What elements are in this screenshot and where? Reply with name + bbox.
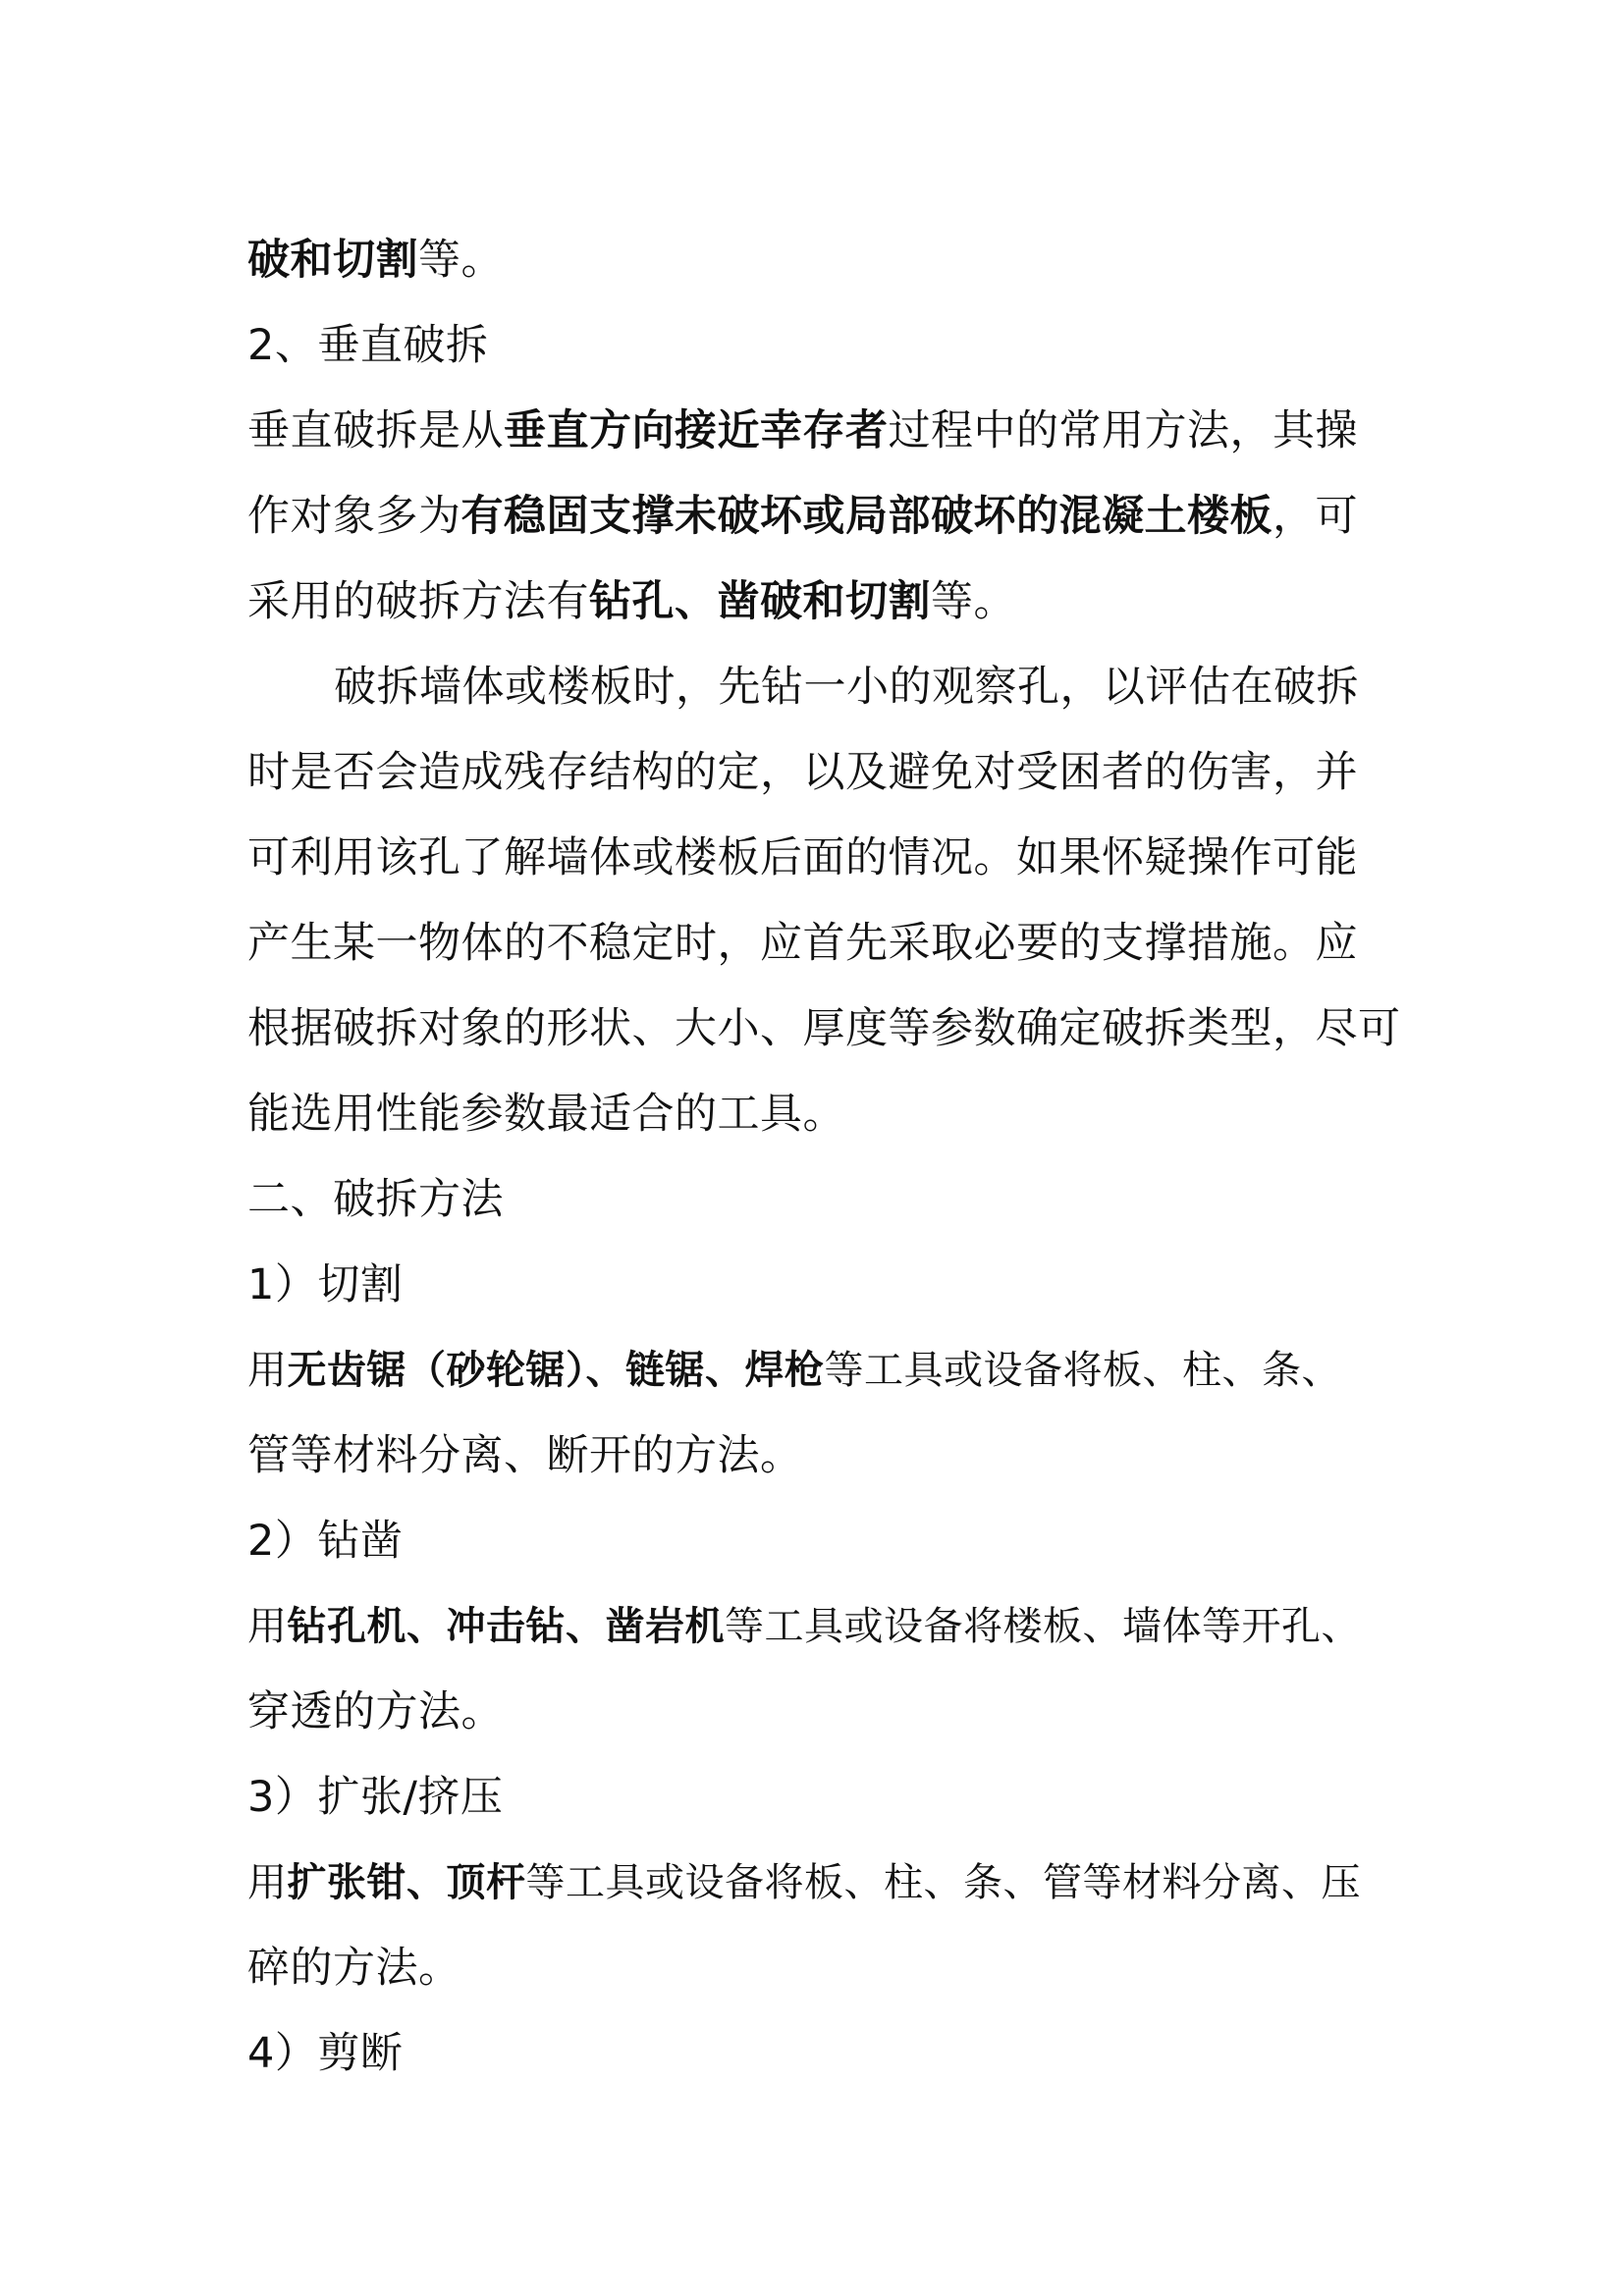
heading-text: 3）扩张/挤压	[247, 1773, 504, 1822]
body-text: 碎的方法。	[247, 1944, 461, 1993]
body-text: 等。	[931, 577, 1016, 626]
paragraph-line	[247, 1072, 1406, 1157]
heading-text: 2）钻凿	[247, 1517, 404, 1566]
paragraph-line	[247, 1926, 1406, 2011]
body-text: 用	[247, 1604, 288, 1649]
paragraph-line	[247, 987, 1406, 1072]
paragraph-line	[247, 474, 1406, 560]
subsection-heading	[247, 1499, 1406, 1584]
body-text: 过程中的常用方法，其操	[888, 406, 1358, 455]
body-text: 根据破拆对象的形状、大小、厚度等参数确定破拆类型，尽可	[247, 1004, 1401, 1053]
bold-text: 无齿锯（砂轮锯）、链锯、焊枪	[287, 1348, 825, 1393]
paragraph-line	[247, 389, 1406, 474]
body-text: 作对象多为	[247, 492, 461, 541]
paragraph-line	[247, 901, 1406, 987]
bold-text: 垂直方向接近幸存者	[504, 406, 889, 455]
body-text: 垂直破拆是从	[247, 406, 504, 455]
bold-text: 破和切割	[247, 236, 418, 285]
body-text: 等。	[418, 236, 504, 285]
paragraph-line	[247, 1670, 1406, 1755]
paragraph-line	[247, 218, 1406, 303]
paragraph-line	[247, 816, 1406, 901]
body-text: 采用的破拆方法有	[247, 577, 589, 626]
paragraph-line	[247, 1584, 1406, 1670]
subsection-heading	[247, 1755, 1406, 1841]
body-text: 可利用该孔了解墙体或楼板后面的情况。如果怀疑操作可能	[247, 833, 1358, 882]
paragraph-line	[247, 645, 1406, 730]
heading-text: 二、破拆方法	[247, 1175, 504, 1224]
paragraph-line	[247, 560, 1406, 645]
body-text: 时是否会造成残存结构的定，以及避免对受困者的伤害，并	[247, 748, 1358, 797]
body-text: 等工具或设备将板、柱、条、管等材料分离、压	[525, 1860, 1361, 1905]
section-heading	[247, 303, 1406, 389]
bold-text: 钻孔机、冲击钻、凿岩机	[287, 1604, 725, 1649]
section-heading	[247, 1157, 1406, 1243]
body-text: 能选用性能参数最适合的工具。	[247, 1090, 845, 1139]
body-text: 穿透的方法。	[247, 1687, 504, 1736]
paragraph-line	[247, 730, 1406, 816]
heading-text: 4）剪断	[247, 2029, 404, 2078]
heading-text: 1）切割	[247, 1260, 404, 1309]
body-text: 用	[247, 1860, 288, 1905]
paragraph-line	[247, 1328, 1406, 1414]
body-text: 产生某一物体的不稳定时，应首先采取必要的支撑措施。应	[247, 919, 1358, 968]
body-text: 管等材料分离、断开的方法。	[247, 1431, 803, 1480]
paragraph-line	[247, 1841, 1406, 1926]
body-text: 等工具或设备将楼板、墙体等开孔、	[725, 1604, 1361, 1649]
bold-text: 有稳固支撑未破坏或局部破坏的混凝土楼板	[460, 492, 1272, 541]
bold-text: 扩张钳、顶杆	[287, 1860, 526, 1905]
body-text: 用	[247, 1348, 288, 1393]
bold-text: 钻孔、凿破和切割	[589, 577, 931, 626]
body-text: ，可	[1272, 492, 1358, 541]
body-text: 破拆墙体或楼板时，先钻一小的观察孔，以评估在破拆	[334, 663, 1359, 712]
heading-text: 2、垂直破拆	[247, 321, 489, 370]
subsection-heading	[247, 2011, 1406, 2097]
body-text: 等工具或设备将板、柱、条、	[824, 1348, 1341, 1393]
document-page	[247, 218, 1406, 2097]
subsection-heading	[247, 1243, 1406, 1328]
paragraph-line	[247, 1414, 1406, 1499]
